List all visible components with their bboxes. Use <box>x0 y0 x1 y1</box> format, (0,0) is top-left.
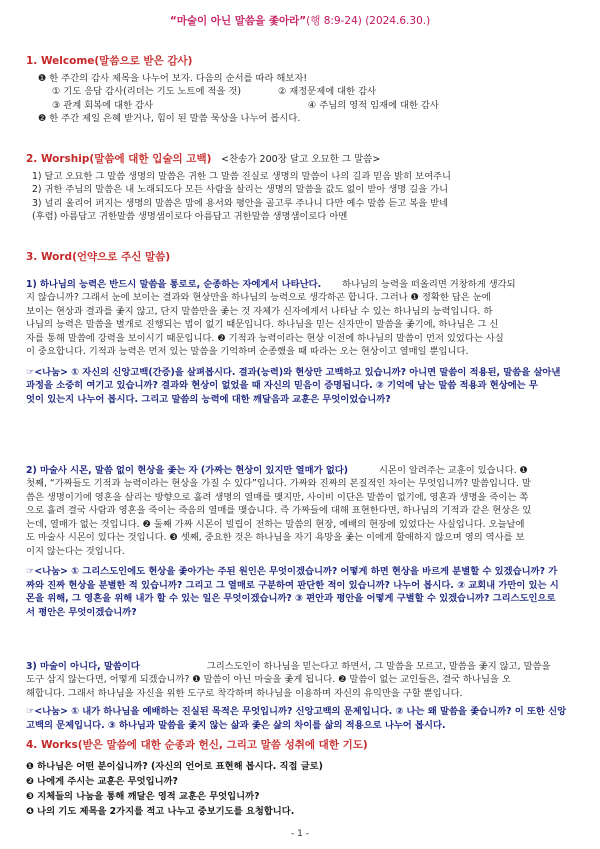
welcome-item: ③ 관계 회복에 대한 감사 <box>52 99 153 111</box>
body-line: 도구 삼지 않는다면, 어떻게 되겠습니까? ❶ 말씀이 아닌 마술을 좇게 됩니다. ❷ 말씀이 없는 교인들은, 결국 하나님을 오 <box>26 674 511 686</box>
share-question-line: 서 평안은 무엇이겠습니까? <box>26 606 137 618</box>
point-3-lead: 3) 마술이 아니다, 말씀이다 <box>26 661 140 672</box>
body-line: 도 마술사 시몬이 있다는 것입니다. ❸ 셋째, 중요한 것은 하나님을 자기 욕망을 좇는 이에게 할애하지 않으며 영의 역사를 보 <box>26 532 525 544</box>
word-point-1 <box>26 278 582 406</box>
body-line: 보이는 현상과 결과를 좇지 않고, 단지 말씀만을 좇는 것 자체가 신자에게서 나타날 수 있는 하나님의 능력입니다. 하 <box>26 305 493 317</box>
welcome-items-row-1 <box>26 85 582 98</box>
body-line: 이지 않는다는 것입니다. <box>26 545 125 557</box>
works-item: ❸ 지체들의 나눔을 통해 깨달은 영적 교훈은 무엇입니까? <box>26 790 260 802</box>
point-1-lead: 1) 하나님의 능력은 반드시 말씀을 통로로, 순종하는 자에게서 나타난다. <box>26 279 322 290</box>
worship-heading <box>26 152 380 167</box>
worship-hymn-note: <찬송가 200장 달고 오묘한 그 말씀> <box>221 154 381 165</box>
title-reference: (행 8:9-24) (2024.6.30.) <box>306 15 431 27</box>
body-line: 으로 흘려 결국 사람과 영혼을 죽이는 죽음의 열매를 맺습니다. 즉 가짜들에 대해 표현한다면, 하나님의 기적과 같은 현상은 있 <box>26 505 532 517</box>
welcome-item: ① 기도 응답 감사(리더는 기도 노트에 적을 것) <box>52 86 241 98</box>
works-item: ❹ 나의 기도 제목을 2가지를 적고 나누고 중보기도를 요청합니다. <box>26 805 295 817</box>
body-line: 그리스도인이 하나님을 믿는다고 하면서, 그 말씀을 모르고, 말씀을 좇지 않고, 말씀을 <box>206 661 551 672</box>
share-question-line: ☞<나눔> ① 그리스도인에도 현상을 좇아가는 주된 원인은 무엇이겠습니까? 어떻게 하면 현상을 바르게 분별할 수 있겠습니까? 가 <box>26 566 558 578</box>
lyric-line: 1) 달고 오묘한 그 말씀 생명의 말씀은 귀한 그 말씀 진실로 생명의 말씀이 나의 길과 믿음 밝히 보여주니 <box>32 171 452 182</box>
word-point-3 <box>26 660 582 732</box>
welcome-item: ④ 주님의 영적 임재에 대한 감사 <box>308 99 439 111</box>
share-question-line: 과정을 소중히 여기고 있습니까? 결과와 현상이 없었을 때 자신의 믿음이 증명됩니다. ② 기억에 남는 말씀 적용과 현상에는 무 <box>26 380 538 392</box>
body-line: 자를 통해 말씀에 강력을 보이시기 때문입니다. ❷ 기적과 능력이라는 현상 이전에 하나님의 말씀이 먼저 있었다는 사실 <box>26 332 504 344</box>
body-line: 해합니다. 그래서 하나님을 자신을 위한 도구로 착각하며 하나님을 이용하며 자신의 유익만을 구할 뿐입니다. <box>26 687 463 699</box>
worship-heading-text: 2. Worship(말씀에 대한 입술의 고백) <box>26 153 212 165</box>
welcome-intro: ❶ 한 주간의 감사 제목을 나누어 보자. 다음의 순서를 따라 해보자! <box>38 73 308 84</box>
welcome-heading: 1. Welcome(말씀으로 받은 감사) <box>26 55 193 67</box>
body-line: 씀은 생명이기에 영혼을 살리는 방향으로 흘려 생명의 열매를 맺지만, 사이비 이단은 말씀이 없기에, 영혼과 생명을 죽이는 쪽 <box>26 491 529 503</box>
lyric-line: 2) 귀한 주님의 말씀은 내 노래되도다 모든 사람을 살리는 생명의 말씀을 값도 없이 받아 생명 길을 가니 <box>32 184 449 196</box>
body-line: 하나님의 능력을 떠올리면 거창하게 생각되 <box>342 279 516 290</box>
lyric-line: (후렴) 아름답고 귀한말씀 생명샘이로다 아름답고 귀한말씀 생명샘이로다 아멘 <box>32 211 348 223</box>
welcome-items-row-2 <box>26 99 582 112</box>
body-line: 지 않습니까? 그래서 눈에 보이는 결과와 현상만을 하나님의 능력으로 생각하곤 합니다. 그러나 ❶ 정확한 답은 눈에 <box>26 292 491 304</box>
works-item: ❶ 하나님은 어떤 분이십니까? (자신의 언어로 표현해 봅시다. 직접 글로) <box>26 761 323 772</box>
point-2-first-line <box>26 464 582 477</box>
share-question-line: ☞<나눔> ① 내가 하나님을 예배하는 진실된 목적은 무엇입니까? 신앙고백의 문제입니다. ② 나는 왜 말씀을 좇습니까? 이 또한 신앙 <box>26 706 567 718</box>
share-question-line: 몬을 위해, 그 영혼을 위해 내가 할 수 있는 일은 무엇이겠습니까? ③ 편안과 평안을 어떻게 구별할 수 있겠습니까? 그리스도인으로 <box>26 593 556 605</box>
works-heading: 4. Works(받은 말씀에 대한 순종과 헌신, 그리고 말씀 성취에 대한 기도) <box>26 739 368 751</box>
body-line: 는데, 열매가 없는 것입니다. ❷ 둘째 가짜 시몬이 빌립이 전하는 말씀의 현장, 예배의 현장에 있었다는 사실입니다. 오늘날에 <box>26 518 525 530</box>
page-number: - 1 - <box>291 829 309 839</box>
title-main: “마술이 아닌 말씀을 좇아라” <box>169 15 307 27</box>
point-2-lead: 2) 마술사 시몬, 말씀 없이 현상을 좇는 자 (가짜는 현상이 있지만 열매가 없다) <box>26 465 349 476</box>
body-line: 이 중요합니다. 기적과 능력은 먼저 있는 말씀을 기억하며 순종했을 때 따라는 오는 현상이고 열매일 뿐입니다. <box>26 346 469 358</box>
document-title <box>0 14 600 29</box>
share-question-line: 짜와 진짜 현상을 분별한 적 있습니까? 그리고 그 열매로 구분하여 판단한 적이 있습니까? 나누어 봅시다. ② 교회내 가만이 있는 시 <box>26 579 559 591</box>
word-heading: 3. Word(언약으로 주신 말씀) <box>26 251 171 263</box>
works-item: ❷ 나에게 주시는 교훈은 무엇입니까? <box>26 775 178 787</box>
point-3-first-line <box>26 660 582 673</box>
body-line: 첫째, “가짜들도 기적과 능력이라는 현상을 가질 수 있다”입니다. 가짜와 진짜의 본질적인 차이는 무엇입니까? 말씀입니다. 말 <box>26 478 531 490</box>
share-question-line: 고백의 문제입니다. ③ 하나님과 말씀을 좇지 않는 삶과 좇은 삶의 차이를 삶의 적용으로 나누어 봅시다. <box>26 719 446 731</box>
body-line: 나님의 능력은 말씀을 별개로 진행되는 법이 없기 때문입니다. 하나님을 믿는 신자만이 말씀을 좇기에, 하나님은 그 신 <box>26 319 499 331</box>
share-question-line: 엇이 있는지 나누어 봅시다. 그리고 말씀의 능력에 대한 깨달음과 교훈은 무엇이었습니까? <box>26 393 391 405</box>
welcome-item: ② 재정문제에 대한 감사 <box>278 86 377 98</box>
welcome-outro: ❷ 한 주간 제일 은혜 받거나, 힘이 된 말씀 묵상을 나누어 봅시다. <box>38 113 301 125</box>
welcome-section <box>26 72 582 126</box>
point-1-first-line <box>26 278 582 291</box>
body-line: 시몬이 알려주는 교훈이 있습니다. ❶ <box>379 465 528 476</box>
lyric-line: 3) 널리 울리어 퍼지는 생명의 말씀은 맘에 용서와 평안을 골고루 주나니 다만 예수 말씀 듣고 복을 받네 <box>32 197 449 209</box>
works-list <box>26 760 582 820</box>
word-point-2 <box>26 464 582 619</box>
share-question-line: ☞<나눔> ① 자신의 신앙고백(간증)을 살펴봅시다. 결과(능력)와 현상만 고백하고 있습니까? 아니면 말씀이 적용된, 말씀을 살아낸 <box>26 366 561 378</box>
worship-lyrics <box>32 170 588 224</box>
